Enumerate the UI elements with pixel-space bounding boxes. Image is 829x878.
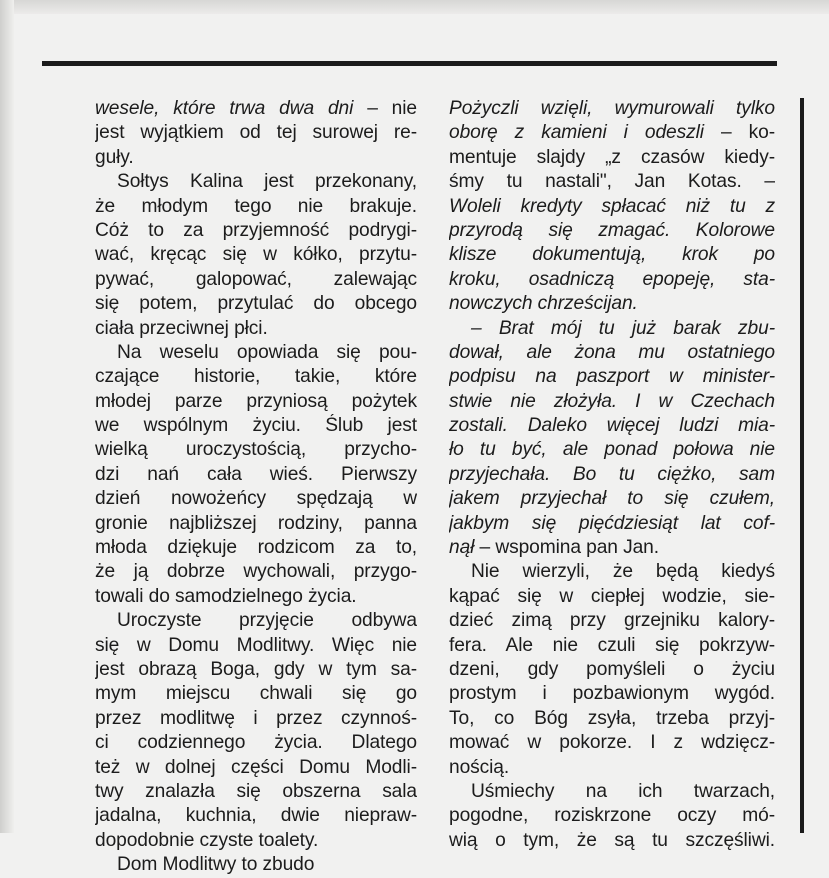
text-line: dzi nań cała wieś. Pierwszy [95,463,417,485]
text-line: przez modlitwę i przez czynnoś- [95,707,417,729]
text-line: stwie nie złożyła. I w Czechach [449,390,775,412]
text-line: przyjechała. Bo tu ciężko, sam [449,463,775,485]
text-line: nął – wspomina pan Jan. [449,537,659,559]
text-line: młodej parze przyniosą pożytek [95,390,417,412]
text-line: wią o tym, że są tu szczęśliwi. [449,829,775,851]
top-rule [42,61,777,66]
text-line: wać, kręcąc się w kółko, przytu- [95,244,417,266]
text-line: Na weselu opowiada się pou- [117,341,417,363]
text-line: podpisu na paszport w minister- [449,366,775,388]
text-line: wesele, które trwa dwa dni – nie [95,98,417,119]
text-line: dował, ale żona mu ostatniego [449,341,775,363]
text-line: nowczych chrześcijan. [449,293,638,315]
text-line: kąpać się w ciepłej wodzie, sie- [449,585,775,607]
paper-top-edge [0,0,829,14]
text-line: przyrodą się zmagać. Kolorowe [449,219,775,241]
text-line: mym miejscu chwali się go [95,683,417,705]
text-line: wielką uroczystością, przycho- [95,439,417,461]
text-line: Uśmiechy na ich twarzach, [471,780,775,802]
text-line: Cóż to za przyjemność podrygi- [95,219,417,241]
text-line: towali do samodzielnego życia. [95,585,357,607]
text-line: że ją dobrze wychowali, przygo- [95,561,417,583]
text-line: dzeni, gdy pomyśleli o życiu [449,658,775,680]
text-line: dzień nowożeńcy spędzają w [95,488,417,510]
text-line: się potem, przytulać do obcego [95,293,417,315]
text-line: że młodym tego nie brakuje. [95,195,417,217]
text-line: jest obrazą Boga, gdy w tym sa- [95,658,417,680]
text-line: – Brat mój tu już barak zbu- [471,317,775,339]
text-line: Woleli kredyty spłacać niż tu z [449,195,775,217]
text-line: też w dolnej części Domu Modli- [95,756,417,778]
text-line: Dom Modlitwy to zbudo [117,854,315,876]
text-line: młoda dziękuje rodzicom za to, [95,537,417,559]
text-line: jakbym się pięćdziesiąt lat cof- [449,512,775,534]
text-line: śmy tu nastali", Jan Kotas. – [449,171,775,193]
text-line: pogodne, roziskrzone oczy mó- [449,805,775,827]
text-line: twy znalazła się obszerna sala [95,780,417,802]
right-column-rule [800,98,804,833]
text-line: dzieć zimą przy grzejniku kalory- [449,610,775,632]
text-line: Sołtys Kalina jest przekonany, [117,171,417,193]
text-line: oborę z kamieni i odeszli – ko- [449,122,775,144]
text-line: mować w pokorze. I z wdzięcz- [449,732,775,754]
text-line: ciała przeciwnej płci. [95,317,268,339]
text-line: czające historie, takie, które [95,366,417,388]
text-line: Nie wierzyli, że będą kiedyś [471,561,775,583]
text-line: mentuje slajdy „z czasów kiedy- [449,146,775,168]
text-line: dopodobnie czyste toalety. [95,829,319,851]
text-line: jest wyjątkiem od tej surowej re- [95,122,417,144]
text-line: fera. Ale nie czuli się pokrzyw- [449,634,775,656]
text-line: gronie najbliższej rodziny, panna [95,512,417,534]
paper-left-edge [0,0,14,833]
text-line: jakem przyjechał to się czułem, [449,488,775,510]
text-line: we wspólnym życiu. Ślub jest [95,415,417,437]
text-line: jadalna, kuchnia, dwie niepraw- [95,805,417,827]
text-line: To, co Bóg zsyła, trzeba przyj- [449,707,775,729]
text-line: kroku, osadniczą epopeję, sta- [449,268,775,290]
text-line: zostali. Daleko więcej ludzi mia- [449,415,775,437]
text-line: się w Domu Modlitwy. Więc nie [95,634,417,656]
text-line: ci codziennego życia. Dlatego [95,732,417,754]
text-line: Pożyczli wzięli, wymurowali tylko [449,98,775,119]
text-line: guły. [95,146,134,168]
text-line: ło tu być, ale ponad połowa nie [449,439,775,461]
text-line: pywać, galopować, zalewając [95,268,417,290]
article-column-left [95,97,417,878]
text-line: Uroczyste przyjęcie odbywa [117,610,417,632]
text-line: prostym i pozbawionym wygód. [449,683,775,705]
text-line: nością. [449,756,510,778]
text-line: klisze dokumentują, krok po [449,244,775,266]
article-column-right [449,97,775,853]
